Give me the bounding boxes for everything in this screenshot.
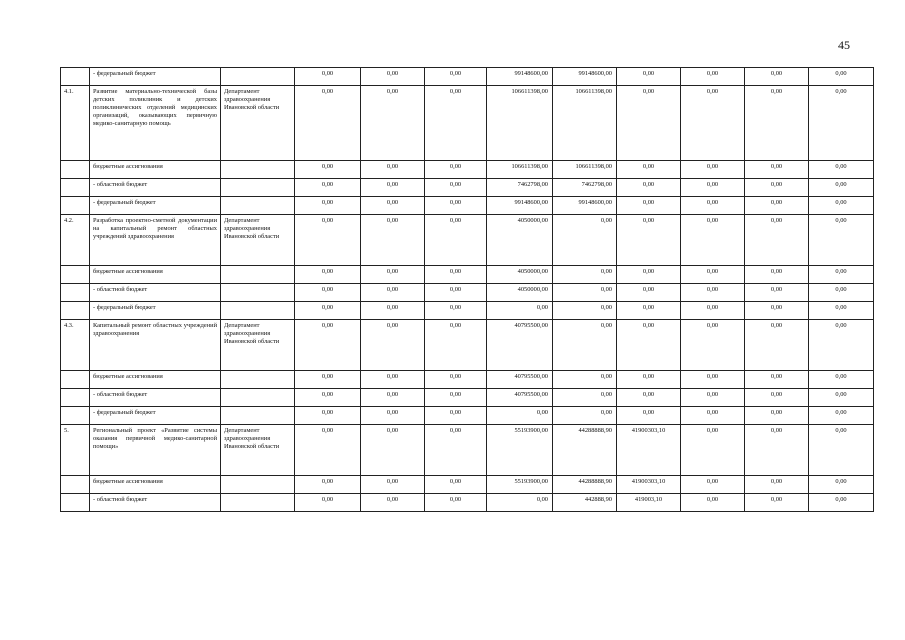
amount-cell: 0,00 bbox=[681, 407, 745, 425]
amount-cell: 0,00 bbox=[617, 302, 681, 320]
amount-cell: 0,00 bbox=[295, 68, 361, 86]
table-row bbox=[61, 371, 874, 389]
amount-cell: 0,00 bbox=[809, 425, 874, 476]
amount-cell: 0,00 bbox=[553, 302, 617, 320]
table-row bbox=[61, 197, 874, 215]
row-name-cell: - областной бюджет bbox=[90, 284, 221, 302]
amount-cell: 0,00 bbox=[361, 68, 425, 86]
row-number-cell bbox=[61, 476, 90, 494]
row-name-cell: - федеральный бюджет bbox=[90, 407, 221, 425]
amount-cell: 0,00 bbox=[809, 320, 874, 371]
row-name-cell: - федеральный бюджет bbox=[90, 68, 221, 86]
amount-cell: 0,00 bbox=[425, 476, 487, 494]
amount-cell: 0,00 bbox=[361, 494, 425, 512]
row-name-cell: Разработка проектно-сметной документации на капитальный ремонт областных учреждений здравоохранения bbox=[90, 215, 221, 266]
amount-cell: 40795500,00 bbox=[487, 389, 553, 407]
amount-cell: 0,00 bbox=[361, 161, 425, 179]
amount-cell: 0,00 bbox=[295, 302, 361, 320]
table-row bbox=[61, 302, 874, 320]
amount-cell: 0,00 bbox=[809, 302, 874, 320]
amount-cell: 0,00 bbox=[553, 215, 617, 266]
amount-cell: 0,00 bbox=[487, 302, 553, 320]
amount-cell: 0,00 bbox=[295, 284, 361, 302]
amount-cell: 0,00 bbox=[425, 266, 487, 284]
amount-cell: 0,00 bbox=[617, 197, 681, 215]
table-row bbox=[61, 407, 874, 425]
amount-cell: 106611398,00 bbox=[553, 86, 617, 161]
amount-cell: 44288888,90 bbox=[553, 476, 617, 494]
table-row bbox=[61, 494, 874, 512]
amount-cell: 0,00 bbox=[617, 284, 681, 302]
budget-table bbox=[60, 67, 874, 512]
table-row bbox=[61, 389, 874, 407]
amount-cell: 0,00 bbox=[745, 68, 809, 86]
amount-cell: 0,00 bbox=[809, 284, 874, 302]
amount-cell: 0,00 bbox=[295, 320, 361, 371]
row-name-cell: - областной бюджет bbox=[90, 179, 221, 197]
amount-cell: 0,00 bbox=[681, 266, 745, 284]
amount-cell: 0,00 bbox=[425, 179, 487, 197]
amount-cell: 0,00 bbox=[809, 476, 874, 494]
amount-cell: 0,00 bbox=[745, 215, 809, 266]
table-row bbox=[61, 86, 874, 161]
executor-cell bbox=[221, 302, 295, 320]
amount-cell: 0,00 bbox=[361, 197, 425, 215]
amount-cell: 0,00 bbox=[681, 284, 745, 302]
executor-cell bbox=[221, 389, 295, 407]
amount-cell: 0,00 bbox=[295, 197, 361, 215]
amount-cell: 0,00 bbox=[295, 266, 361, 284]
row-number-cell bbox=[61, 197, 90, 215]
executor-cell: Департамент здравоохранения Ивановской области bbox=[221, 320, 295, 371]
amount-cell: 0,00 bbox=[295, 389, 361, 407]
amount-cell: 0,00 bbox=[295, 86, 361, 161]
amount-cell: 0,00 bbox=[295, 425, 361, 476]
amount-cell: 0,00 bbox=[361, 320, 425, 371]
amount-cell: 0,00 bbox=[295, 179, 361, 197]
row-name-cell: бюджетные ассигнования bbox=[90, 371, 221, 389]
amount-cell: 0,00 bbox=[681, 389, 745, 407]
amount-cell: 0,00 bbox=[617, 68, 681, 86]
row-number-cell: 4.2. bbox=[61, 215, 90, 266]
amount-cell: 0,00 bbox=[745, 389, 809, 407]
row-number-cell bbox=[61, 284, 90, 302]
amount-cell: 0,00 bbox=[553, 320, 617, 371]
amount-cell: 0,00 bbox=[681, 494, 745, 512]
amount-cell: 0,00 bbox=[809, 407, 874, 425]
executor-cell bbox=[221, 197, 295, 215]
executor-cell bbox=[221, 284, 295, 302]
amount-cell: 0,00 bbox=[425, 425, 487, 476]
amount-cell: 0,00 bbox=[425, 407, 487, 425]
amount-cell: 0,00 bbox=[295, 215, 361, 266]
amount-cell: 0,00 bbox=[745, 284, 809, 302]
amount-cell: 0,00 bbox=[361, 302, 425, 320]
amount-cell: 0,00 bbox=[809, 161, 874, 179]
amount-cell: 0,00 bbox=[617, 320, 681, 371]
row-number-cell bbox=[61, 179, 90, 197]
amount-cell: 0,00 bbox=[809, 494, 874, 512]
amount-cell: 0,00 bbox=[809, 389, 874, 407]
amount-cell: 0,00 bbox=[681, 161, 745, 179]
row-number-cell: 4.3. bbox=[61, 320, 90, 371]
amount-cell: 0,00 bbox=[745, 266, 809, 284]
amount-cell: 0,00 bbox=[553, 371, 617, 389]
amount-cell: 7462798,00 bbox=[553, 179, 617, 197]
executor-cell bbox=[221, 68, 295, 86]
amount-cell: 0,00 bbox=[809, 179, 874, 197]
amount-cell: 0,00 bbox=[361, 215, 425, 266]
amount-cell: 0,00 bbox=[617, 371, 681, 389]
amount-cell: 40795500,00 bbox=[487, 371, 553, 389]
table-row bbox=[61, 215, 874, 266]
amount-cell: 0,00 bbox=[745, 197, 809, 215]
row-name-cell: - областной бюджет bbox=[90, 389, 221, 407]
amount-cell: 0,00 bbox=[425, 302, 487, 320]
amount-cell: 0,00 bbox=[425, 197, 487, 215]
amount-cell: 0,00 bbox=[745, 425, 809, 476]
row-number-cell bbox=[61, 407, 90, 425]
amount-cell: 0,00 bbox=[295, 371, 361, 389]
table-row bbox=[61, 320, 874, 371]
amount-cell: 0,00 bbox=[425, 389, 487, 407]
amount-cell: 0,00 bbox=[361, 284, 425, 302]
amount-cell: 0,00 bbox=[425, 86, 487, 161]
amount-cell: 0,00 bbox=[681, 476, 745, 494]
executor-cell: Департамент здравоохранения Ивановской области bbox=[221, 425, 295, 476]
executor-cell bbox=[221, 179, 295, 197]
executor-cell bbox=[221, 476, 295, 494]
amount-cell: 0,00 bbox=[681, 425, 745, 476]
amount-cell: 0,00 bbox=[425, 494, 487, 512]
row-name-cell: бюджетные ассигнования bbox=[90, 476, 221, 494]
amount-cell: 0,00 bbox=[553, 407, 617, 425]
amount-cell: 106611398,00 bbox=[487, 161, 553, 179]
amount-cell: 7462798,00 bbox=[487, 179, 553, 197]
row-number-cell bbox=[61, 371, 90, 389]
row-number-cell bbox=[61, 266, 90, 284]
amount-cell: 0,00 bbox=[745, 407, 809, 425]
amount-cell: 0,00 bbox=[617, 266, 681, 284]
amount-cell: 0,00 bbox=[361, 407, 425, 425]
amount-cell: 0,00 bbox=[425, 320, 487, 371]
amount-cell: 0,00 bbox=[425, 371, 487, 389]
amount-cell: 0,00 bbox=[487, 407, 553, 425]
amount-cell: 0,00 bbox=[745, 161, 809, 179]
amount-cell: 0,00 bbox=[361, 179, 425, 197]
amount-cell: 419003,10 bbox=[617, 494, 681, 512]
amount-cell: 40795500,00 bbox=[487, 320, 553, 371]
page-number: 45 bbox=[838, 38, 850, 52]
table-row bbox=[61, 266, 874, 284]
amount-cell: 0,00 bbox=[295, 161, 361, 179]
row-number-cell bbox=[61, 389, 90, 407]
amount-cell: 106611398,00 bbox=[553, 161, 617, 179]
table-row bbox=[61, 425, 874, 476]
amount-cell: 0,00 bbox=[681, 302, 745, 320]
amount-cell: 0,00 bbox=[295, 494, 361, 512]
amount-cell: 0,00 bbox=[425, 161, 487, 179]
amount-cell: 0,00 bbox=[553, 389, 617, 407]
executor-cell bbox=[221, 494, 295, 512]
amount-cell: 0,00 bbox=[745, 179, 809, 197]
executor-cell bbox=[221, 161, 295, 179]
executor-cell bbox=[221, 266, 295, 284]
row-name-cell: бюджетные ассигнования bbox=[90, 266, 221, 284]
amount-cell: 0,00 bbox=[745, 86, 809, 161]
amount-cell: 0,00 bbox=[361, 266, 425, 284]
amount-cell: 0,00 bbox=[681, 197, 745, 215]
row-number-cell bbox=[61, 68, 90, 86]
amount-cell: 0,00 bbox=[745, 371, 809, 389]
table-row bbox=[61, 284, 874, 302]
amount-cell: 0,00 bbox=[361, 86, 425, 161]
amount-cell: 0,00 bbox=[553, 284, 617, 302]
row-name-cell: - федеральный бюджет bbox=[90, 197, 221, 215]
amount-cell: 0,00 bbox=[809, 266, 874, 284]
row-number-cell: 5. bbox=[61, 425, 90, 476]
row-number-cell bbox=[61, 494, 90, 512]
amount-cell: 0,00 bbox=[617, 86, 681, 161]
amount-cell: 41900303,10 bbox=[617, 425, 681, 476]
amount-cell: 0,00 bbox=[617, 389, 681, 407]
amount-cell: 0,00 bbox=[809, 215, 874, 266]
table-body bbox=[61, 68, 874, 512]
amount-cell: 0,00 bbox=[681, 179, 745, 197]
amount-cell: 99148600,00 bbox=[553, 197, 617, 215]
row-name-cell: Развитие материально-технической базы детских поликлиник и детских поликлинических отделений медицинских организаций, оказывающих первичную медико-санитарную помощь bbox=[90, 86, 221, 161]
row-name-cell: бюджетные ассигнования bbox=[90, 161, 221, 179]
amount-cell: 0,00 bbox=[295, 476, 361, 494]
table-row bbox=[61, 161, 874, 179]
row-name-cell: - федеральный бюджет bbox=[90, 302, 221, 320]
amount-cell: 0,00 bbox=[809, 197, 874, 215]
row-name-cell: Капитальный ремонт областных учреждений здравоохранения bbox=[90, 320, 221, 371]
amount-cell: 0,00 bbox=[617, 179, 681, 197]
amount-cell: 0,00 bbox=[361, 476, 425, 494]
executor-cell: Департамент здравоохранения Ивановской области bbox=[221, 215, 295, 266]
row-name-cell: Региональный проект «Развитие системы оказания первичной медико-санитарной помощи» bbox=[90, 425, 221, 476]
amount-cell: 41900303,10 bbox=[617, 476, 681, 494]
amount-cell: 0,00 bbox=[681, 86, 745, 161]
amount-cell: 0,00 bbox=[487, 494, 553, 512]
amount-cell: 4050000,00 bbox=[487, 284, 553, 302]
amount-cell: 0,00 bbox=[681, 68, 745, 86]
amount-cell: 0,00 bbox=[745, 476, 809, 494]
amount-cell: 0,00 bbox=[425, 284, 487, 302]
amount-cell: 0,00 bbox=[809, 371, 874, 389]
amount-cell: 0,00 bbox=[617, 407, 681, 425]
amount-cell: 0,00 bbox=[553, 266, 617, 284]
amount-cell: 0,00 bbox=[681, 215, 745, 266]
amount-cell: 55193900,00 bbox=[487, 476, 553, 494]
amount-cell: 0,00 bbox=[745, 494, 809, 512]
amount-cell: 0,00 bbox=[681, 320, 745, 371]
amount-cell: 0,00 bbox=[745, 320, 809, 371]
amount-cell: 0,00 bbox=[809, 86, 874, 161]
amount-cell: 0,00 bbox=[361, 425, 425, 476]
amount-cell: 99148600,00 bbox=[487, 68, 553, 86]
table-row bbox=[61, 476, 874, 494]
amount-cell: 0,00 bbox=[425, 215, 487, 266]
amount-cell: 0,00 bbox=[425, 68, 487, 86]
amount-cell: 0,00 bbox=[295, 407, 361, 425]
amount-cell: 0,00 bbox=[681, 371, 745, 389]
amount-cell: 442888,90 bbox=[553, 494, 617, 512]
row-number-cell: 4.1. bbox=[61, 86, 90, 161]
table-row bbox=[61, 179, 874, 197]
amount-cell: 0,00 bbox=[745, 302, 809, 320]
amount-cell: 4050000,00 bbox=[487, 266, 553, 284]
amount-cell: 0,00 bbox=[361, 371, 425, 389]
amount-cell: 4050000,00 bbox=[487, 215, 553, 266]
executor-cell: Департамент здравоохранения Ивановской области bbox=[221, 86, 295, 161]
amount-cell: 0,00 bbox=[617, 215, 681, 266]
amount-cell: 0,00 bbox=[361, 389, 425, 407]
table-row bbox=[61, 68, 874, 86]
executor-cell bbox=[221, 407, 295, 425]
amount-cell: 99148600,00 bbox=[553, 68, 617, 86]
amount-cell: 44288888,90 bbox=[553, 425, 617, 476]
row-number-cell bbox=[61, 161, 90, 179]
row-name-cell: - областной бюджет bbox=[90, 494, 221, 512]
amount-cell: 55193900,00 bbox=[487, 425, 553, 476]
amount-cell: 0,00 bbox=[809, 68, 874, 86]
amount-cell: 0,00 bbox=[617, 161, 681, 179]
amount-cell: 106611398,00 bbox=[487, 86, 553, 161]
executor-cell bbox=[221, 371, 295, 389]
row-number-cell bbox=[61, 302, 90, 320]
amount-cell: 99148600,00 bbox=[487, 197, 553, 215]
